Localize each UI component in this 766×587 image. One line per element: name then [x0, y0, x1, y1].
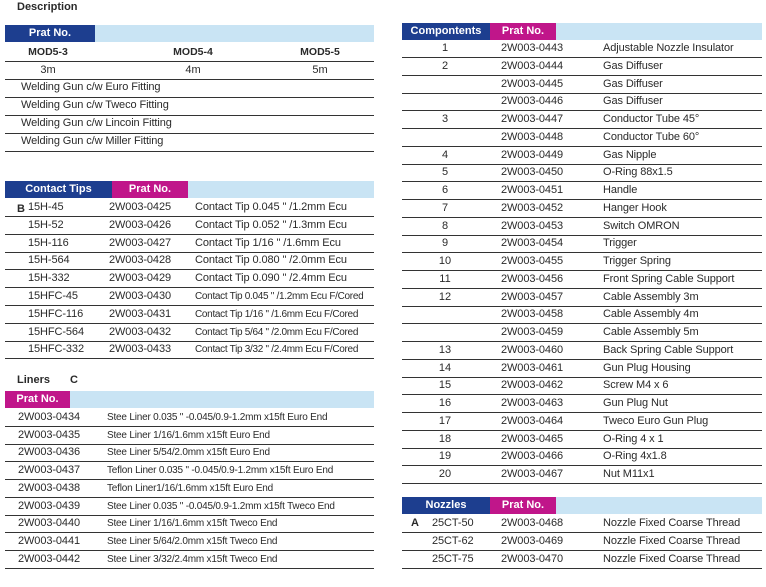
row-divider [402, 128, 762, 129]
component-desc: Conductor Tube 45° [603, 113, 700, 125]
component-part: 2W003-0462 [501, 379, 563, 392]
contact-tips-header: Contact Tips [5, 181, 112, 198]
component-part: 2W003-0444 [501, 59, 563, 72]
tip-desc: Contact Tip 5/64 " /2.0mm Ecu F/Cored [195, 326, 359, 338]
component-number: 8 [441, 219, 449, 232]
component-number: 15 [438, 379, 452, 392]
component-desc: Conductor Tube 60° [603, 130, 700, 143]
component-part: 2W003-0459 [501, 326, 563, 338]
contact-tips-marker: B [17, 203, 25, 215]
tip-desc: Contact Tip 0.080 " /2.0mm Ecu [195, 254, 347, 267]
component-desc: Front Spring Cable Support [603, 272, 735, 285]
liner-desc: Stee Liner 0.035 " -0.045/0.9-1.2mm x15ft Tweco End [107, 500, 335, 512]
row-divider [5, 568, 374, 569]
liners-part-header: Prat No. [5, 391, 70, 408]
component-number: 1 [441, 42, 449, 54]
description-item: Welding Gun c/w Lincoin Fitting [21, 117, 172, 129]
component-number: 3 [441, 113, 449, 125]
liner-part: 2W003-0440 [18, 517, 80, 530]
nozzles-part-header: Prat No. [490, 497, 556, 514]
liner-part: 2W003-0434 [18, 411, 80, 423]
tip-model: 15HFC-45 [28, 290, 78, 302]
liner-part: 2W003-0442 [18, 552, 80, 565]
component-part: 2W003-0453 [501, 219, 563, 232]
component-number: 20 [438, 468, 452, 480]
component-desc: Gas Diffuser [603, 77, 663, 90]
length-label: 4m [185, 64, 201, 76]
component-part: 2W003-0461 [501, 361, 563, 374]
row-divider [402, 306, 762, 307]
row-divider [402, 568, 762, 569]
liners-title: Liners [17, 374, 51, 386]
tip-part: 2W003-0426 [109, 218, 171, 231]
tip-desc: Contact Tip 1/16 " /1.6mm Ecu F/Cored [195, 308, 359, 320]
nozzle-desc: Nozzle Fixed Coarse Thread [603, 552, 741, 565]
component-desc: Tweco Euro Gun Plug [603, 414, 709, 427]
liner-desc: Stee Liner 1/16/1.6mm x15ft Euro End [107, 429, 270, 441]
tip-part: 2W003-0428 [109, 254, 171, 267]
component-part: 2W003-0443 [501, 42, 563, 54]
row-divider [5, 358, 374, 359]
model-label: MOD5-4 [173, 46, 213, 58]
row-divider [402, 483, 762, 484]
components-part-header: Prat No. [490, 23, 556, 40]
component-desc: Gun Plug Nut [603, 397, 668, 409]
component-part: 2W003-0447 [501, 113, 563, 125]
description-item: Welding Gun c/w Miller Fitting [21, 135, 164, 147]
tip-part: 2W003-0429 [109, 272, 171, 285]
tip-model: 15HFC-332 [28, 343, 84, 356]
tip-desc: Contact Tip 0.090 " /2.4mm Ecu [195, 272, 347, 285]
component-part: 2W003-0458 [501, 308, 563, 321]
nozzle-desc: Nozzle Fixed Coarse Thread [603, 517, 741, 529]
component-desc: Back Spring Cable Support [603, 343, 734, 356]
component-part: 2W003-0460 [501, 343, 563, 356]
tip-desc: Contact Tip 1/16 " /1.6mm Ecu [195, 236, 341, 249]
liner-desc: Teflon Liner 0.035 " -0.045/0.9-1.2mm x15ft Euro End [107, 465, 334, 477]
row-divider [5, 151, 374, 152]
component-desc: Gas Diffuser [603, 59, 663, 72]
tip-part: 2W003-0432 [109, 325, 171, 338]
component-desc: O-Ring 4x1.8 [603, 450, 667, 463]
liner-part: 2W003-0435 [18, 428, 80, 441]
components-header: Compontents [402, 23, 490, 40]
component-desc: Handle [603, 184, 638, 196]
tip-part: 2W003-0425 [109, 201, 171, 213]
model-label: MOD5-3 [28, 46, 68, 58]
component-desc: Trigger Spring [603, 255, 671, 267]
nozzle-part: 2W003-0470 [501, 552, 563, 565]
nozzle-model: 25CT-50 [432, 517, 474, 529]
component-number: 19 [438, 450, 452, 463]
component-part: 2W003-0452 [501, 201, 563, 214]
component-number: 11 [439, 272, 451, 285]
nozzles-marker: A [411, 517, 419, 529]
component-desc: Gas Nipple [603, 148, 657, 161]
tip-desc: Contact Tip 0.052 " /1.3mm Ecu [195, 218, 347, 231]
component-desc: Cable Assembly 5m [603, 326, 699, 338]
component-part: 2W003-0448 [501, 130, 563, 143]
component-desc: Nut M11x1 [603, 468, 655, 480]
component-number: 9 [441, 237, 449, 250]
description-title: Description [17, 1, 78, 13]
nozzle-part: 2W003-0469 [501, 534, 563, 547]
liners-marker: C [70, 374, 78, 386]
component-desc: Gun Plug Housing [603, 361, 691, 374]
tip-part: 2W003-0427 [109, 236, 171, 249]
nozzle-model: 25CT-75 [432, 552, 474, 565]
liner-desc: Stee Liner 0.035 " -0.045/0.9-1.2mm x15ft Euro End [107, 412, 328, 423]
component-desc: Adjustable Nozzle Insulator [603, 42, 734, 54]
component-number: 13 [438, 343, 452, 356]
component-desc: Screw M4 x 6 [603, 379, 669, 392]
row-divider [402, 75, 762, 76]
component-desc: Trigger [603, 237, 637, 250]
tip-part: 2W003-0431 [109, 307, 171, 320]
component-part: 2W003-0446 [501, 95, 563, 108]
tip-model: 15H-564 [28, 254, 70, 267]
description-item: Welding Gun c/w Tweco Fitting [21, 99, 169, 111]
nozzles-header: Nozzles [402, 497, 490, 514]
component-part: 2W003-0456 [501, 272, 563, 285]
component-desc: Switch OMRON [603, 219, 680, 232]
component-desc: Cable Assembly 3m [603, 290, 699, 303]
component-number: 17 [438, 414, 452, 427]
nozzle-part: 2W003-0468 [501, 517, 563, 529]
nozzle-model: 25CT-62 [432, 534, 474, 547]
row-divider [402, 93, 762, 94]
liner-desc: Stee Liner 3/32/2.4mm x15ft Tweco End [107, 553, 278, 565]
liner-part: 2W003-0438 [18, 481, 80, 494]
component-number: 16 [438, 397, 452, 409]
tip-model: 15H-116 [28, 236, 69, 249]
component-number: 12 [438, 290, 452, 303]
component-part: 2W003-0445 [501, 77, 563, 90]
component-number: 2 [441, 59, 449, 72]
liner-part: 2W003-0441 [18, 534, 80, 547]
tip-desc: Contact Tip 0.045 " /1.2mm Ecu F/Cored [195, 291, 364, 302]
liner-desc: Stee Liner 5/64/2.0mm x15ft Tweco End [107, 535, 278, 547]
contact-tips-part-header: Prat No. [112, 181, 188, 198]
component-desc: O-Ring 88x1.5 [603, 166, 673, 179]
liner-desc: Teflon Liner1/16/1.6mm x15ft Euro End [107, 482, 274, 494]
component-number: 5 [441, 166, 449, 179]
component-number: 6 [441, 184, 449, 196]
component-part: 2W003-0451 [501, 184, 563, 196]
component-number: 14 [438, 361, 452, 374]
component-part: 2W003-0455 [501, 255, 563, 267]
component-part: 2W003-0457 [501, 290, 563, 303]
tip-part: 2W003-0430 [109, 290, 171, 302]
length-label: 5m [312, 64, 328, 76]
tip-part: 2W003-0433 [109, 343, 171, 356]
component-number: 18 [438, 432, 452, 445]
component-part: 2W003-0464 [501, 414, 563, 427]
component-part: 2W003-0449 [501, 148, 563, 161]
tip-model: 15HFC-564 [28, 325, 84, 338]
liner-part: 2W003-0436 [18, 446, 80, 459]
model-label: MOD5-5 [300, 46, 340, 58]
description-part-header: Prat No. [5, 25, 95, 42]
liner-part: 2W003-0439 [18, 499, 80, 512]
tip-desc: Contact Tip 3/32 " /2.4mm Ecu F/Cored [195, 344, 359, 356]
component-part: 2W003-0463 [501, 397, 563, 409]
component-desc: Gas Diffuser [603, 95, 663, 108]
component-number: 10 [438, 255, 452, 267]
length-label: 3m [40, 64, 56, 76]
component-part: 2W003-0450 [501, 166, 563, 179]
liner-desc: Stee Liner 5/54/2.0mm x15ft Euro End [107, 447, 270, 459]
tip-model: 15H-52 [28, 218, 64, 231]
tip-model: 15H-332 [28, 272, 70, 285]
tip-model: 15H-45 [28, 201, 64, 213]
component-desc: Hanger Hook [603, 201, 667, 214]
component-part: 2W003-0466 [501, 450, 563, 463]
nozzle-desc: Nozzle Fixed Coarse Thread [603, 534, 741, 547]
component-part: 2W003-0454 [501, 237, 563, 250]
component-part: 2W003-0465 [501, 432, 563, 445]
liner-desc: Stee Liner 1/16/1.6mm x15ft Tweco End [107, 518, 278, 530]
tip-model: 15HFC-116 [28, 307, 84, 320]
description-item: Welding Gun c/w Euro Fitting [21, 81, 161, 93]
row-divider [402, 323, 762, 324]
component-part: 2W003-0467 [501, 468, 563, 480]
tip-desc: Contact Tip 0.045 " /1.2mm Ecu [195, 201, 347, 213]
liner-part: 2W003-0437 [18, 464, 80, 477]
component-number: 4 [441, 148, 449, 161]
component-number: 7 [441, 201, 449, 214]
component-desc: Cable Assembly 4m [603, 308, 699, 321]
component-desc: O-Ring 4 x 1 [603, 432, 664, 445]
